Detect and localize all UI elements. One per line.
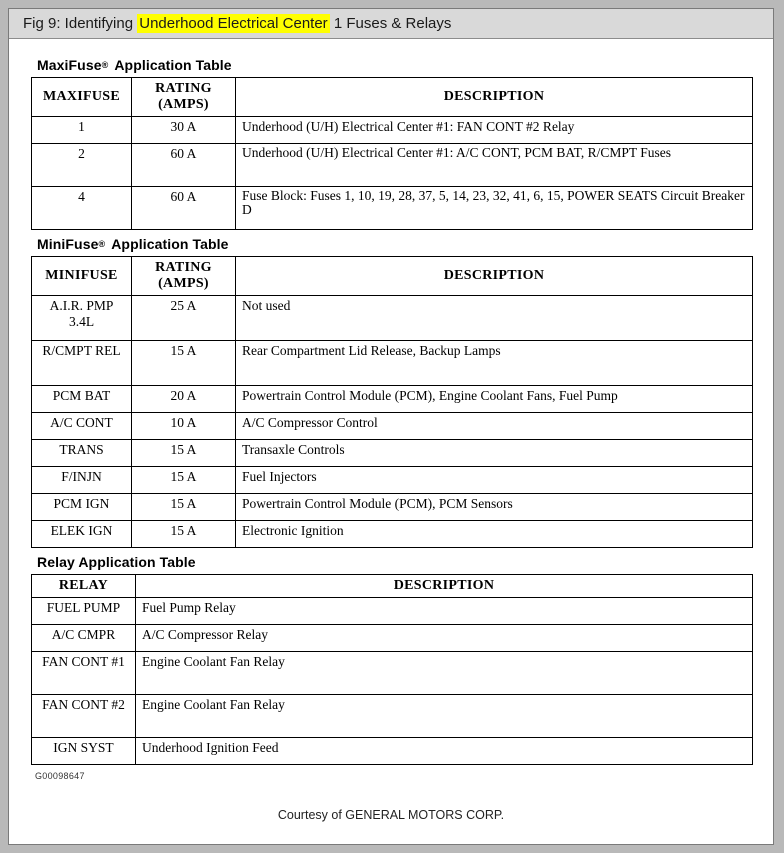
minifuse-header-fuse: MINIFUSE xyxy=(32,257,132,296)
relay-cell-description: Fuel Pump Relay xyxy=(136,598,753,625)
maxifuse-cell-fuse: 2 xyxy=(32,144,132,187)
table-row xyxy=(32,341,753,386)
table-row xyxy=(32,625,753,652)
minifuse-title-main: MiniFuse xyxy=(37,236,99,252)
maxifuse-table-title xyxy=(37,57,755,73)
relay-cell-relay: FUEL PUMP xyxy=(32,598,136,625)
table-row xyxy=(32,652,753,695)
maxifuse-cell-fuse: 1 xyxy=(32,117,132,144)
relay-cell-description: Engine Coolant Fan Relay xyxy=(136,695,753,738)
minifuse-header-rating-line2: (AMPS) xyxy=(158,276,209,291)
maxifuse-header-rating-line2: (AMPS) xyxy=(158,97,209,112)
maxifuse-cell-description: Underhood (U/H) Electrical Center #1: FAN CONT #2 Relay xyxy=(236,117,753,144)
table-row xyxy=(32,467,753,494)
relay-table xyxy=(31,574,753,765)
minifuse-cell-fuse: R/CMPT REL xyxy=(32,341,132,386)
table-header-row xyxy=(32,78,753,117)
maxifuse-header-rating xyxy=(132,78,236,117)
relay-cell-relay: FAN CONT #1 xyxy=(32,652,136,695)
table-row xyxy=(32,598,753,625)
minifuse-cell-fuse: A.I.R. PMP 3.4L xyxy=(32,296,132,341)
registered-mark-icon: ® xyxy=(101,60,109,70)
minifuse-cell-rating: 10 A xyxy=(132,413,236,440)
maxifuse-table xyxy=(31,77,753,230)
maxifuse-header-rating-line1: RATING xyxy=(155,81,212,96)
relay-cell-description: A/C Compressor Relay xyxy=(136,625,753,652)
minifuse-header-rating-line1: RATING xyxy=(155,260,212,275)
minifuse-header-description: DESCRIPTION xyxy=(236,257,753,296)
minifuse-cell-description: Electronic Ignition xyxy=(236,521,753,548)
table-row xyxy=(32,738,753,765)
figure-body xyxy=(9,39,773,781)
minifuse-cell-description: Powertrain Control Module (PCM), Engine Coolant Fans, Fuel Pump xyxy=(236,386,753,413)
relay-cell-description: Underhood Ignition Feed xyxy=(136,738,753,765)
minifuse-cell-description: A/C Compressor Control xyxy=(236,413,753,440)
maxifuse-header-fuse: MAXIFUSE xyxy=(32,78,132,117)
minifuse-cell-description: Transaxle Controls xyxy=(236,440,753,467)
maxifuse-cell-description: Fuse Block: Fuses 1, 10, 19, 28, 37, 5, 14, 23, 32, 41, 6, 15, POWER SEATS Circuit Breaker D xyxy=(236,187,753,230)
minifuse-cell-rating: 20 A xyxy=(132,386,236,413)
minifuse-cell-fuse: TRANS xyxy=(32,440,132,467)
minifuse-cell-fuse: F/INJN xyxy=(32,467,132,494)
table-row xyxy=(32,494,753,521)
document-page xyxy=(8,8,774,845)
table-header-row xyxy=(32,575,753,598)
table-row xyxy=(32,521,753,548)
minifuse-cell-rating: 15 A xyxy=(132,494,236,521)
relay-header-description: DESCRIPTION xyxy=(136,575,753,598)
maxifuse-header-description: DESCRIPTION xyxy=(236,78,753,117)
relay-cell-relay: IGN SYST xyxy=(32,738,136,765)
figure-title-suffix: 1 Fuses & Relays xyxy=(329,15,452,32)
table-header-row xyxy=(32,257,753,296)
relay-cell-relay: FAN CONT #2 xyxy=(32,695,136,738)
table-row xyxy=(32,413,753,440)
minifuse-cell-rating: 15 A xyxy=(132,341,236,386)
minifuse-cell-rating: 25 A xyxy=(132,296,236,341)
registered-mark-icon: ® xyxy=(98,239,106,249)
relay-table-title: Relay Application Table xyxy=(37,554,196,570)
figure-code: G00098647 xyxy=(35,771,85,781)
maxifuse-cell-rating: 60 A xyxy=(132,144,236,187)
maxifuse-cell-rating: 30 A xyxy=(132,117,236,144)
table-row xyxy=(32,296,753,341)
minifuse-cell-rating: 15 A xyxy=(132,467,236,494)
figure-title-prefix: Fig 9: Identifying xyxy=(23,15,138,32)
figure-title-highlight: Underhood Electrical Center xyxy=(139,15,328,32)
minifuse-title-sub: Application Table xyxy=(111,236,229,252)
table-row xyxy=(32,117,753,144)
minifuse-cell-fuse: PCM IGN xyxy=(32,494,132,521)
maxifuse-cell-rating: 60 A xyxy=(132,187,236,230)
maxifuse-title-sub: Application Table xyxy=(114,57,232,73)
maxifuse-title-main: MaxiFuse xyxy=(37,57,102,73)
relay-cell-description: Engine Coolant Fan Relay xyxy=(136,652,753,695)
relay-header-relay: RELAY xyxy=(32,575,136,598)
minifuse-cell-fuse: PCM BAT xyxy=(32,386,132,413)
minifuse-header-rating xyxy=(132,257,236,296)
table-row xyxy=(32,386,753,413)
table-row xyxy=(32,144,753,187)
table-row xyxy=(32,187,753,230)
relay-cell-relay: A/C CMPR xyxy=(32,625,136,652)
minifuse-table xyxy=(31,256,753,548)
figure-title-bar xyxy=(9,9,773,39)
table-row xyxy=(32,695,753,738)
table-row xyxy=(32,440,753,467)
minifuse-cell-description: Powertrain Control Module (PCM), PCM Sensors xyxy=(236,494,753,521)
minifuse-cell-description: Fuel Injectors xyxy=(236,467,753,494)
minifuse-cell-fuse: ELEK IGN xyxy=(32,521,132,548)
minifuse-cell-fuse: A/C CONT xyxy=(32,413,132,440)
minifuse-table-title xyxy=(37,236,755,252)
minifuse-cell-description: Rear Compartment Lid Release, Backup Lamps xyxy=(236,341,753,386)
minifuse-cell-rating: 15 A xyxy=(132,521,236,548)
maxifuse-cell-fuse: 4 xyxy=(32,187,132,230)
minifuse-cell-description: Not used xyxy=(236,296,753,341)
maxifuse-cell-description: Underhood (U/H) Electrical Center #1: A/C CONT, PCM BAT, R/CMPT Fuses xyxy=(236,144,753,187)
courtesy-note: Courtesy of GENERAL MOTORS CORP. xyxy=(277,808,505,822)
minifuse-cell-rating: 15 A xyxy=(132,440,236,467)
